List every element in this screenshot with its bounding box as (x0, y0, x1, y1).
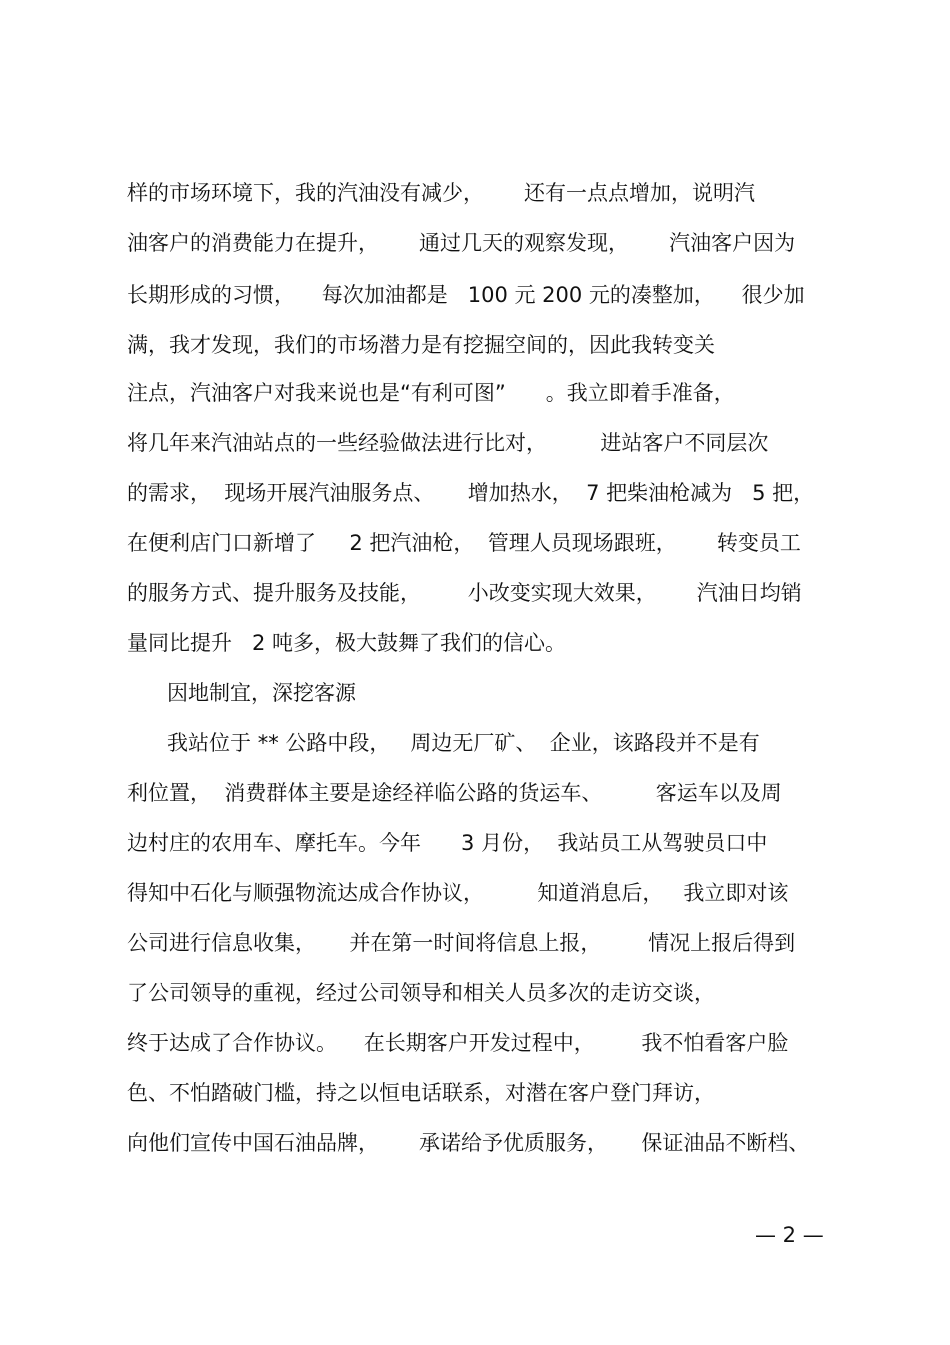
body-text-line: 的需求， 现场开展汽油服务点、 增加热水， 7 把柴油枪减为 5 把， (127, 481, 815, 505)
body-text-line: 色、不怕踏破门槛，持之以恒电话联系，对潜在客户登门拜访， (127, 1081, 715, 1105)
section-heading: 因地制宜，深挖客源 (127, 681, 357, 705)
body-text-line: 注点，汽油客户对我来说也是“有利可图” 。我立即着手准备， (127, 381, 735, 405)
body-text-line: 了公司领导的重视，经过公司领导和相关人员多次的走访交谈， (127, 981, 715, 1005)
body-text-line: 的服务方式、提升服务及技能， 小改变实现大效果， 汽油日均销 (127, 581, 802, 605)
page-number: — 2 — (755, 1223, 824, 1247)
body-text-line: 长期形成的习惯， 每次加油都是 100 元 200 元的凑整加， 很少加 (127, 283, 805, 307)
body-text-line: 边村庄的农用车、摩托车。今年 3 月份， 我站员工从驾驶员口中 (127, 831, 768, 855)
body-text-line: 量同比提升 2 吨多，极大鼓舞了我们的信心。 (127, 631, 567, 655)
body-text-line: 油客户的消费能力在提升， 通过几天的观察发现， 汽油客户因为 (127, 231, 796, 255)
body-text-line: 公司进行信息收集， 并在第一时间将信息上报， 情况上报后得到 (127, 931, 796, 955)
body-text-line: 样的市场环境下，我的汽油没有减少， 还有一点点增加，说明汽 (127, 181, 756, 205)
body-text-line: 我站位于 ** 公路中段， 周边无厂矿、 企业，该路段并不是有 (127, 731, 760, 755)
body-text-line: 满，我才发现，我们的市场潜力是有挖掘空间的，因此我转变关 (127, 333, 715, 357)
body-text-line: 终于达成了合作协议。 在长期客户开发过程中， 我不怕看客户脸 (127, 1031, 789, 1055)
body-text-line: 向他们宣传中国石油品牌， 承诺给予优质服务， 保证油品不断档、 (127, 1131, 810, 1155)
body-text-line: 将几年来汽油站点的一些经验做法进行比对， 进站客户不同层次 (127, 431, 769, 455)
body-text-line: 得知中石化与顺强物流达成合作协议， 知道消息后， 我立即对该 (127, 881, 789, 905)
body-text-line: 利位置， 消费群体主要是途经祥临公路的货运车、 客运车以及周 (127, 781, 782, 805)
body-text-line: 在便利店门口新增了 2 把汽油枪， 管理人员现场跟班， 转变员工 (127, 531, 801, 555)
